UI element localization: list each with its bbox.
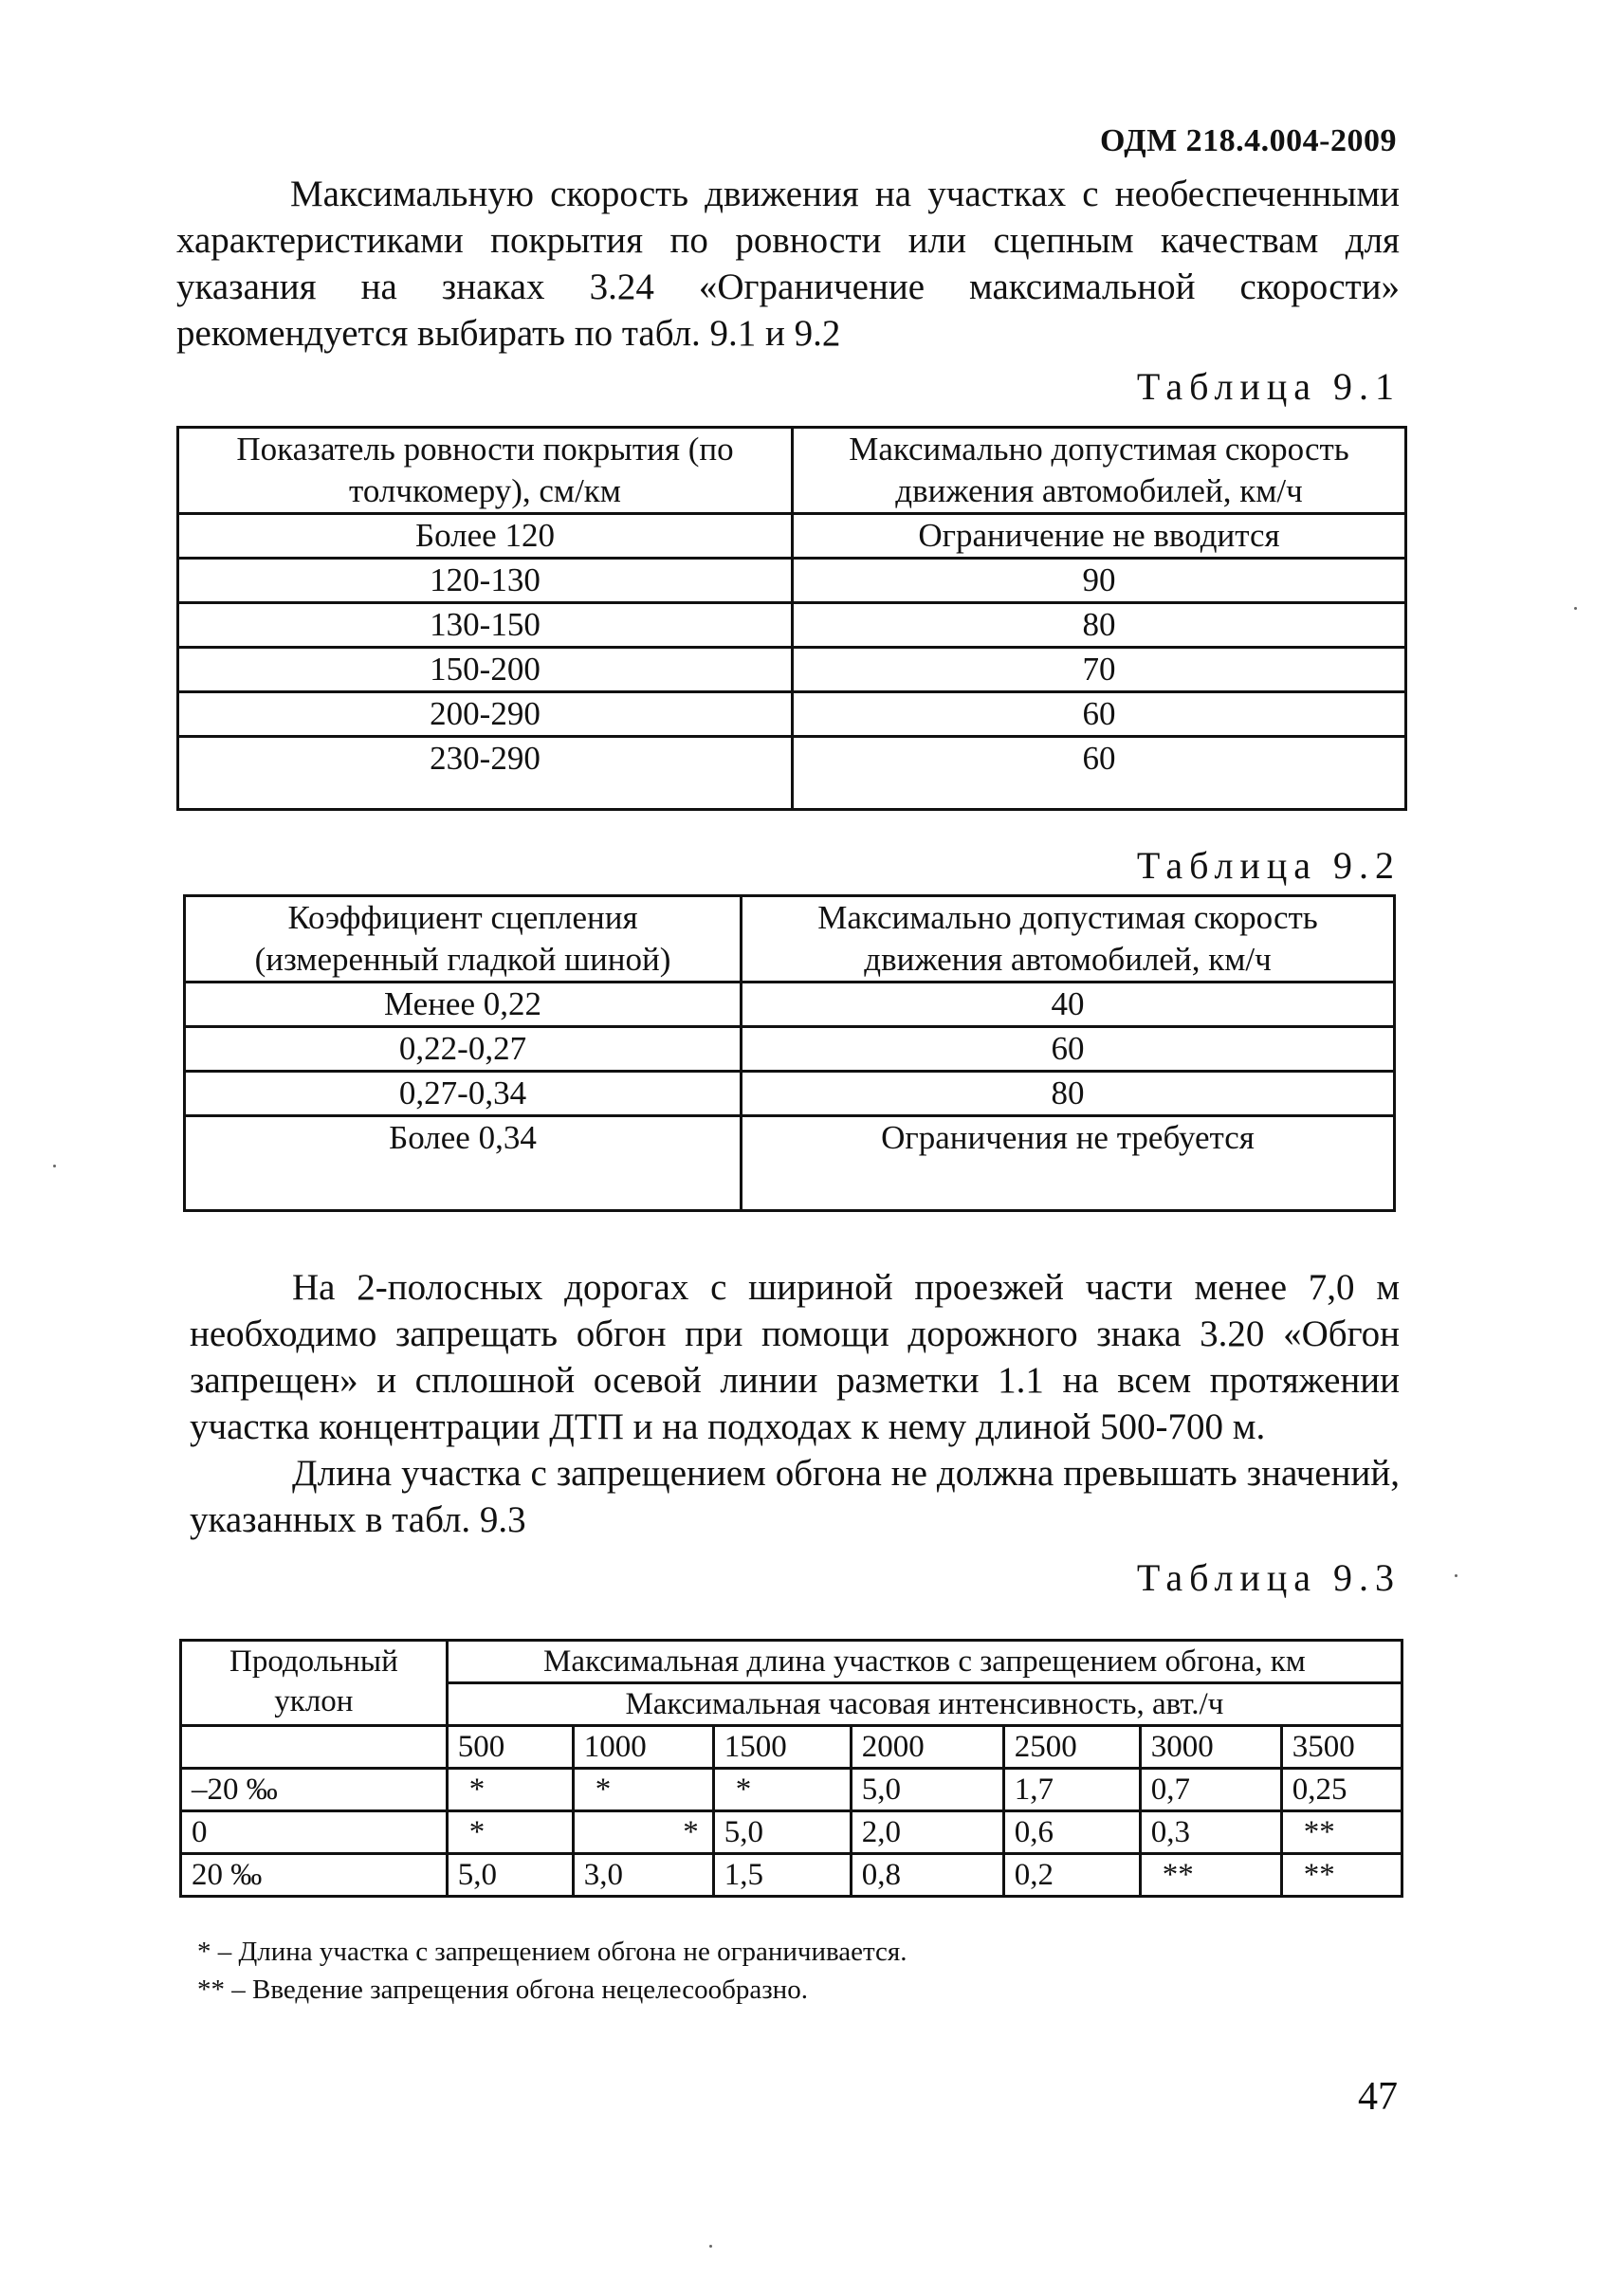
table-row bbox=[178, 648, 1406, 692]
table-cell: 0,25 bbox=[1281, 1769, 1402, 1811]
table-9-1 bbox=[176, 426, 1407, 811]
table-row bbox=[181, 1811, 1402, 1854]
table-header-cell: 500 bbox=[447, 1726, 573, 1769]
table-cell bbox=[181, 1726, 448, 1769]
table-cell: 60 bbox=[793, 692, 1406, 737]
table-header-cell: Продольный уклон bbox=[181, 1641, 448, 1726]
scan-speck bbox=[1455, 1574, 1457, 1577]
table-cell: 0,7 bbox=[1140, 1769, 1281, 1811]
paragraph-ban-length: Длина участка с запрещением обгона не должна превышать значений, указанных в табл. 9.3 bbox=[190, 1453, 1400, 1540]
table-cell: 1,5 bbox=[713, 1854, 851, 1897]
table-cell: 90 bbox=[793, 559, 1406, 603]
scan-speck bbox=[53, 1165, 56, 1167]
table-cell: ** bbox=[1281, 1854, 1402, 1897]
table-cell: 0,22-0,27 bbox=[185, 1027, 742, 1072]
table-cell: * bbox=[713, 1769, 851, 1811]
table-header-cell: Максимальная часовая интенсивность, авт./ч bbox=[447, 1683, 1402, 1726]
table-9-3-caption: Таблица 9.3 bbox=[1136, 1556, 1401, 1599]
table-cell: * bbox=[447, 1769, 573, 1811]
table-row bbox=[178, 737, 1406, 810]
table-row bbox=[181, 1726, 1402, 1769]
table-cell: * bbox=[573, 1769, 713, 1811]
table-cell: 60 bbox=[793, 737, 1406, 810]
table-cell: 230-290 bbox=[178, 737, 793, 810]
table-header-cell: 3500 bbox=[1281, 1726, 1402, 1769]
table-row bbox=[178, 559, 1406, 603]
table-cell: * bbox=[447, 1811, 573, 1854]
table-cell: 3,0 bbox=[573, 1854, 713, 1897]
paragraph-speed-limit-intro: Максимальную скорость движения на участках с необеспеченными характеристиками покрытия по ровности или сцепным качествам для указания на знаках 3.24 «Ограничение максимальной скорости» рекомендуется выбирать по табл. 9.1 и 9.2 bbox=[176, 174, 1400, 354]
table-header-cell: 1000 bbox=[573, 1726, 713, 1769]
table-cell: 0,3 bbox=[1140, 1811, 1281, 1854]
footnote-single-asterisk: * – Длина участка с запрещением обгона не ограничивается. bbox=[197, 1937, 907, 1967]
scan-speck bbox=[1574, 607, 1577, 610]
table-cell: 0,2 bbox=[1003, 1854, 1140, 1897]
page-number: 47 bbox=[1358, 2075, 1398, 2119]
table-header-cell: Показатель ровности покрытия (по толчкомеру), см/км bbox=[178, 428, 793, 514]
table-cell: 60 bbox=[742, 1027, 1395, 1072]
table-row bbox=[185, 1027, 1395, 1072]
table-cell: 2,0 bbox=[851, 1811, 1003, 1854]
table-cell: 20 ‰ bbox=[181, 1854, 448, 1897]
table-cell: 5,0 bbox=[851, 1769, 1003, 1811]
table-9-2-caption: Таблица 9.2 bbox=[1136, 844, 1401, 887]
table-header-cell: 3000 bbox=[1140, 1726, 1281, 1769]
table-cell: Ограничения не требуется bbox=[742, 1116, 1395, 1211]
table-cell: Более 120 bbox=[178, 514, 793, 559]
scan-speck bbox=[709, 2245, 712, 2248]
table-cell: 5,0 bbox=[447, 1854, 573, 1897]
table-cell: 130-150 bbox=[178, 603, 793, 648]
paragraph-overtaking-ban: На 2-полосных дорогах с шириной проезжей части менее 7,0 м необходимо запрещать обгон при помощи дорожного знака 3.20 «Обгон запрещен» и сплошной осевой линии разметки 1.1 на всем протяжении участка концентрации ДТП и на подходах к нему длиной 500-700 м. bbox=[190, 1267, 1400, 1447]
table-cell: ** bbox=[1140, 1854, 1281, 1897]
table-cell: * bbox=[573, 1811, 713, 1854]
table-cell: 0,27-0,34 bbox=[185, 1072, 742, 1116]
table-cell: 0,6 bbox=[1003, 1811, 1140, 1854]
table-cell: 0,8 bbox=[851, 1854, 1003, 1897]
table-row bbox=[178, 428, 1406, 514]
footnote-double-asterisk: ** – Введение запрещения обгона нецелесообразно. bbox=[197, 1975, 808, 2005]
table-cell: 80 bbox=[793, 603, 1406, 648]
table-row bbox=[185, 896, 1395, 983]
table-cell: Ограничение не вводится bbox=[793, 514, 1406, 559]
table-header-cell: Максимальная длина участков с запрещением обгона, км bbox=[447, 1641, 1402, 1683]
table-header-cell: Максимально допустимая скорость движения автомобилей, км/ч bbox=[793, 428, 1406, 514]
table-cell: Менее 0,22 bbox=[185, 983, 742, 1027]
table-cell: 120-130 bbox=[178, 559, 793, 603]
table-row bbox=[185, 1116, 1395, 1211]
table-row bbox=[181, 1854, 1402, 1897]
table-row bbox=[185, 983, 1395, 1027]
table-row bbox=[181, 1641, 1402, 1683]
table-header-cell: Коэффициент сцепления (измеренный гладкой шиной) bbox=[185, 896, 742, 983]
table-header-cell: 2000 bbox=[851, 1726, 1003, 1769]
table-cell: 5,0 bbox=[713, 1811, 851, 1854]
table-9-1-caption: Таблица 9.1 bbox=[1136, 365, 1401, 408]
table-row bbox=[178, 603, 1406, 648]
table-cell: 200-290 bbox=[178, 692, 793, 737]
table-9-2 bbox=[183, 894, 1396, 1212]
table-row bbox=[181, 1769, 1402, 1811]
table-cell: ** bbox=[1281, 1811, 1402, 1854]
table-9-3 bbox=[179, 1639, 1403, 1898]
table-cell: –20 ‰ bbox=[181, 1769, 448, 1811]
table-cell: 1,7 bbox=[1003, 1769, 1140, 1811]
table-row bbox=[178, 514, 1406, 559]
table-header-cell: 1500 bbox=[713, 1726, 851, 1769]
table-header-cell: Максимально допустимая скорость движения автомобилей, км/ч bbox=[742, 896, 1395, 983]
table-cell: Более 0,34 bbox=[185, 1116, 742, 1211]
table-cell: 0 bbox=[181, 1811, 448, 1854]
table-cell: 150-200 bbox=[178, 648, 793, 692]
table-row bbox=[185, 1072, 1395, 1116]
document-code: ОДМ 218.4.004-2009 bbox=[1099, 123, 1397, 158]
table-header-cell: 2500 bbox=[1003, 1726, 1140, 1769]
table-cell: 70 bbox=[793, 648, 1406, 692]
table-row bbox=[178, 692, 1406, 737]
table-cell: 40 bbox=[742, 983, 1395, 1027]
table-cell: 80 bbox=[742, 1072, 1395, 1116]
